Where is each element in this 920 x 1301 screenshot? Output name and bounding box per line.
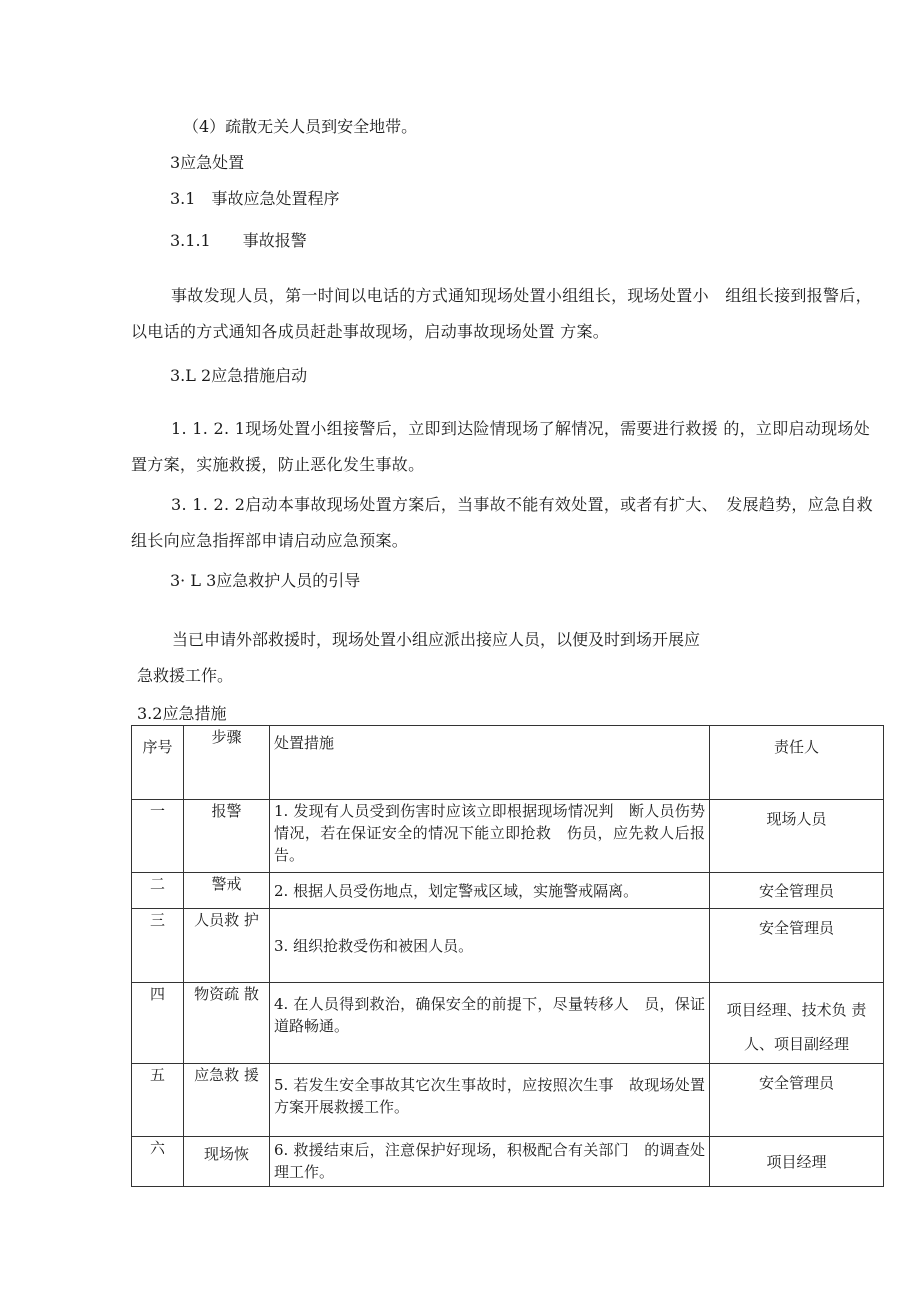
header-step: 步骤	[184, 726, 270, 800]
row-seq: 二	[132, 873, 184, 909]
section-3-1-1-heading: 3.1.1 事故报警	[170, 231, 307, 250]
header-responsible: 责任人	[710, 726, 884, 800]
start-paragraph-1: 1. 1. 2. 1现场处置小组接警后，立即到达险情现场了解情况，需要进行救援 的，立即启动现场处置方案，实施救援，防止恶化发生事故。	[131, 419, 871, 474]
row-step: 应急救 援	[184, 1064, 270, 1137]
row-responsible: 安全管理员	[710, 873, 884, 909]
row-measure: 2. 根据人员受伤地点，划定警戒区域，实施警戒隔离。	[270, 873, 710, 909]
table-row	[132, 1137, 884, 1187]
row-responsible: 项目经理、技术负 责人、项目副经理	[710, 983, 884, 1064]
row-responsible: 安全管理员	[710, 909, 884, 983]
guide-paragraph-line-1: 当已申请外部救援时，现场处置小组应派出接应人员，以便及时到场开展应	[172, 630, 701, 649]
row-seq: 六	[132, 1137, 184, 1187]
row-responsible: 安全管理员	[710, 1064, 884, 1137]
table-header-row	[132, 726, 884, 800]
table-row	[132, 909, 884, 983]
start-paragraph-2: 3. 1. 2. 2启动本事故现场处置方案后，当事故不能有效处置，或者有扩大、 发展趋势，应急自救组长向应急指挥部申请启动应急预案。	[131, 495, 873, 550]
row-step: 现场恢	[184, 1137, 270, 1187]
row-seq: 四	[132, 983, 184, 1064]
emergency-measures-table	[131, 725, 884, 1187]
row-seq: 三	[132, 909, 184, 983]
row-measure: 1. 发现有人员受到伤害时应该立即根据现场情况判 断人员伤势情况，若在保证安全的情况下能立即抢救 伤员，应先救人后报告。	[270, 800, 710, 873]
section-3-1-3-heading: 3· L 3应急救护人员的引导	[170, 571, 361, 590]
row-responsible: 项目经理	[710, 1137, 884, 1187]
table-row	[132, 800, 884, 873]
evacuate-item: （4）疏散无关人员到安全地带。	[183, 117, 418, 136]
row-measure: 3. 组织抢救受伤和被困人员。	[270, 909, 710, 983]
row-responsible: 现场人员	[710, 800, 884, 873]
header-seq: 序号	[132, 726, 184, 800]
row-step: 警戒	[184, 873, 270, 909]
row-measure: 6. 救援结束后，注意保护好现场，积极配合有关部门 的调查处理工作。	[270, 1137, 710, 1187]
header-measure: 处置措施	[270, 726, 710, 800]
row-step: 物资疏 散	[184, 983, 270, 1064]
table-row	[132, 873, 884, 909]
guide-paragraph-line-2: 急救援工作。	[137, 666, 234, 685]
row-step: 报警	[184, 800, 270, 873]
table-row	[132, 1064, 884, 1137]
section-3-2-heading: 3.2应急措施	[137, 704, 227, 723]
row-measure: 4. 在人员得到救治，确保安全的前提下，尽量转移人 员，保证道路畅通。	[270, 983, 710, 1064]
section-3-heading: 3应急处置	[170, 153, 245, 172]
row-seq: 五	[132, 1064, 184, 1137]
alarm-paragraph: 事故发现人员，第一时间以电话的方式通知现场处置小组组长，现场处置小 组组长接到报警后，以电话的方式通知各成员赶赴事故现场，启动事故现场处置 方案。	[131, 286, 872, 341]
table-row	[132, 983, 884, 1064]
section-3-1-2-heading: 3.L 2应急措施启动	[170, 366, 308, 385]
row-seq: 一	[132, 800, 184, 873]
row-step: 人员救 护	[184, 909, 270, 983]
row-measure: 5. 若发生安全事故其它次生事故时，应按照次生事 故现场处置方案开展救援工作。	[270, 1064, 710, 1137]
section-3-1-heading: 3.1 事故应急处置程序	[170, 189, 340, 208]
